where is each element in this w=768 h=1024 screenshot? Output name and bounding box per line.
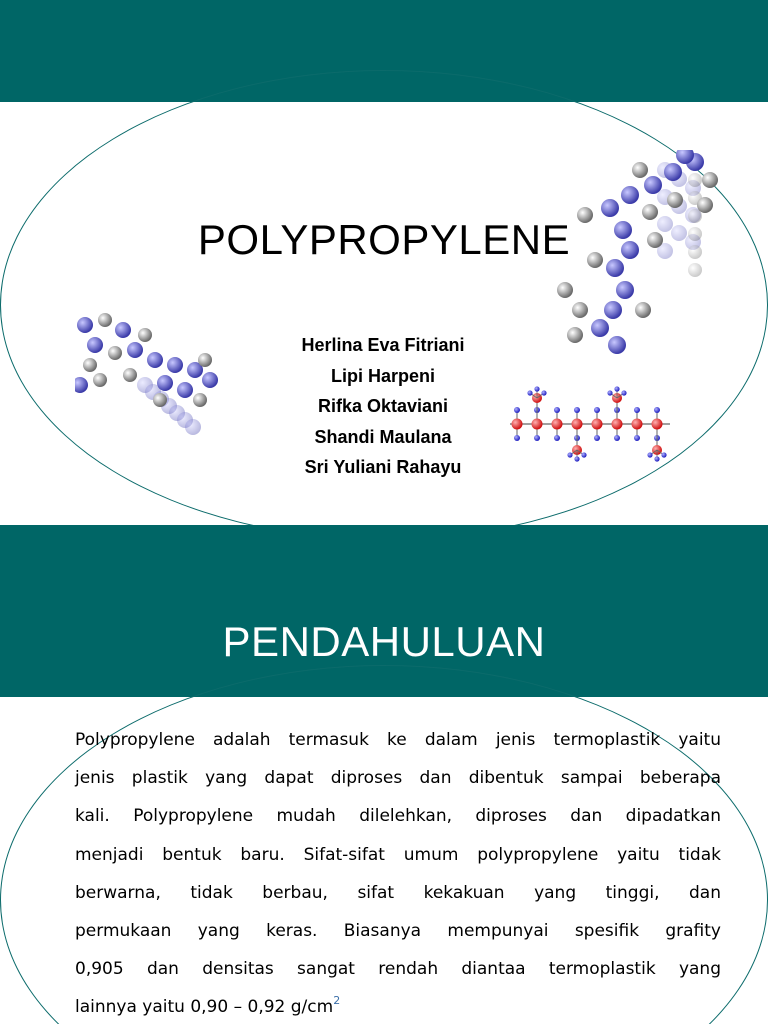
atom-sphere <box>98 313 112 327</box>
paragraph-line: Polypropylene adalah termasuk ke dalam jenis termoplastik yaitu <box>75 730 721 750</box>
hydrogen-atom <box>514 435 520 441</box>
carbon-atom <box>652 419 663 430</box>
atom-sphere <box>616 281 634 299</box>
hydrogen-atom <box>594 435 600 441</box>
carbon-atom <box>572 419 583 430</box>
atom-sphere <box>591 319 609 337</box>
hydrogen-atom <box>534 386 539 391</box>
carbon-atom <box>612 419 623 430</box>
paragraph-line: kali. Polypropylene mudah dilelehkan, diproses dan dipadatkan <box>75 806 721 827</box>
hydrogen-atom <box>541 390 546 395</box>
intro-paragraph <box>75 721 721 1024</box>
atom-sphere <box>572 302 588 318</box>
atom-sphere <box>567 327 583 343</box>
atom-sphere <box>115 322 131 338</box>
atom-sphere <box>667 192 683 208</box>
hydrogen-atom <box>514 407 520 413</box>
hydrogen-atom <box>661 452 666 457</box>
atom-sphere <box>688 173 702 187</box>
author-name: Herlina Eva Fitriani <box>301 335 465 355</box>
atom-sphere <box>123 368 137 382</box>
hydrogen-atom <box>567 452 572 457</box>
carbon-atom <box>592 419 603 430</box>
atom-sphere <box>185 419 201 435</box>
carbon-atom <box>632 419 643 430</box>
atom-sphere <box>77 317 93 333</box>
paragraph-line: permukaan yang keras. Biasanya mempunyai spesifik grafity <box>75 921 721 942</box>
introduction-slide <box>0 525 768 1024</box>
hydrogen-atom <box>614 386 619 391</box>
atom-sphere <box>604 301 622 319</box>
atom-sphere <box>601 199 619 217</box>
carbon-atom <box>532 419 543 430</box>
hydrogen-atom <box>534 435 540 441</box>
hydrogen-atom <box>581 452 586 457</box>
author-name: Sri Yuliani Rahayu <box>304 457 462 477</box>
atom-sphere <box>83 358 97 372</box>
hydrogen-atom <box>574 407 580 413</box>
hydrogen-atom <box>654 407 660 413</box>
author-name: Rifka Oktaviani <box>317 396 449 416</box>
atom-sphere <box>621 186 639 204</box>
atom-sphere <box>688 263 702 277</box>
atom-sphere <box>697 197 713 213</box>
atom-sphere <box>153 393 167 407</box>
atom-sphere <box>93 373 107 387</box>
atom-sphere <box>167 357 183 373</box>
hydrogen-atom <box>634 407 640 413</box>
paragraph-line-last <box>75 988 721 1024</box>
atom-sphere <box>75 377 88 393</box>
atom-sphere <box>177 382 193 398</box>
hydrogen-atom <box>527 390 532 395</box>
hydrogen-atom <box>607 390 612 395</box>
atom-sphere <box>198 353 212 367</box>
atom-sphere <box>87 337 103 353</box>
atom-sphere <box>702 172 718 188</box>
hydrogen-atom <box>654 456 659 461</box>
atom-sphere <box>202 372 218 388</box>
atom-sphere <box>644 176 662 194</box>
section-heading: PENDAHULUAN <box>222 618 546 665</box>
polymer-structure-diagram <box>505 382 675 462</box>
hydrogen-atom <box>621 390 626 395</box>
molecule-3d-left-image <box>75 305 220 450</box>
superscript: 2 <box>333 994 341 1008</box>
presentation-title: POLYPROPYLENE <box>197 216 571 263</box>
paragraph-line: jenis plastik yang dapat diproses dan dibentuk sampai beberapa <box>75 768 721 789</box>
author-name: Shandi Maulana <box>314 426 452 447</box>
hydrogen-atom <box>554 435 560 441</box>
atom-sphere <box>138 328 152 342</box>
atom-sphere <box>193 393 207 407</box>
paragraph-line: lainnya yaitu 0,90 – 0,92 g/cm <box>75 997 334 1018</box>
carbon-atom <box>552 419 563 430</box>
paragraph-line: 0,905 dan densitas sangat rendah diantaa termoplastik yang <box>75 959 721 980</box>
atom-sphere <box>632 162 648 178</box>
atom-sphere <box>608 336 626 354</box>
hydrogen-atom <box>594 407 600 413</box>
hydrogen-atom <box>647 452 652 457</box>
hydrogen-atom <box>554 407 560 413</box>
atom-sphere <box>664 163 682 181</box>
atom-sphere <box>127 342 143 358</box>
author-name: Lipi Harpeni <box>330 365 435 386</box>
atom-sphere <box>635 302 651 318</box>
carbon-atom <box>512 419 523 430</box>
paragraph-line: berwarna, tidak berbau, sifat kekakuan yang tinggi, dan <box>75 882 721 903</box>
atom-sphere <box>557 282 573 298</box>
hydrogen-atom <box>614 435 620 441</box>
paragraph-line: menjadi bentuk baru. Sifat-sifat umum polypropylene yaitu tidak <box>75 844 721 865</box>
atom-sphere <box>108 346 122 360</box>
hydrogen-atom <box>634 435 640 441</box>
author-list <box>283 330 483 483</box>
atom-sphere <box>157 375 173 391</box>
atom-sphere <box>147 352 163 368</box>
hydrogen-atom <box>574 456 579 461</box>
